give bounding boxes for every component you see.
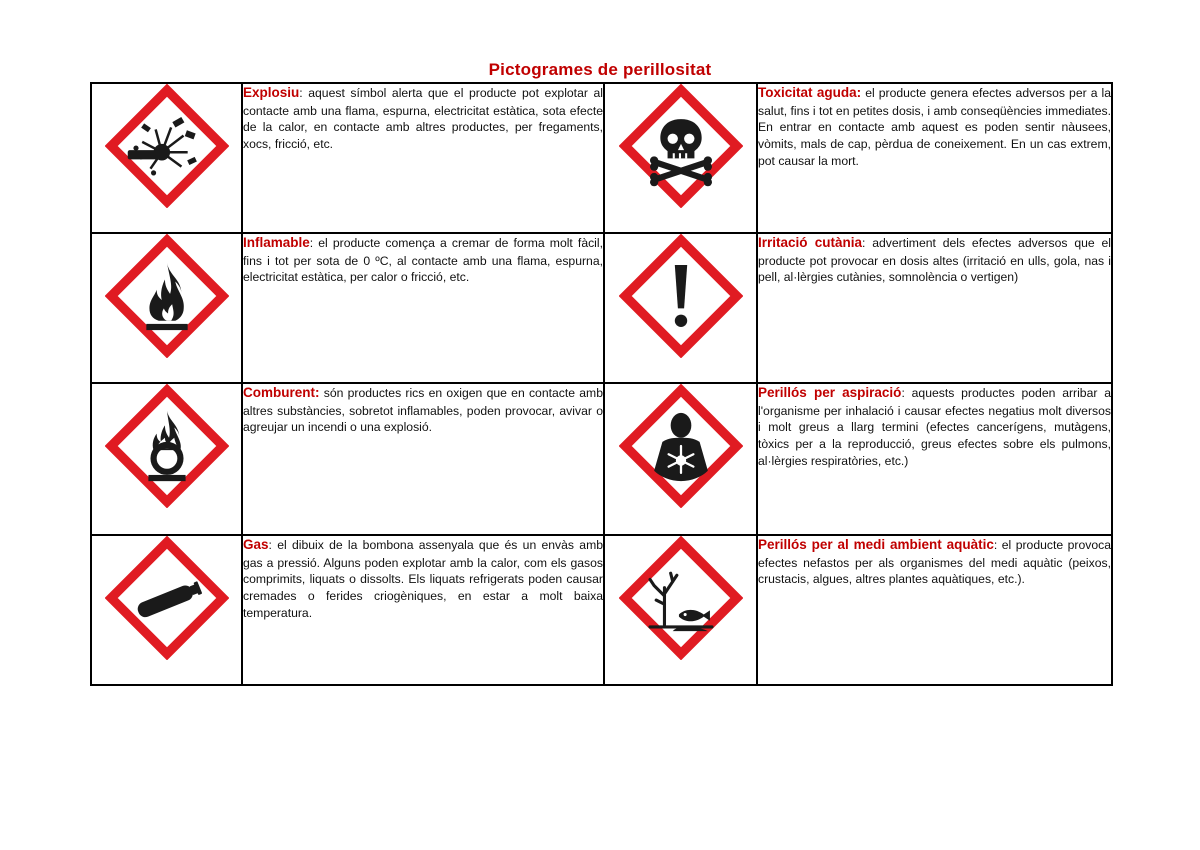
definition: el producte genera efectes adversos per a la salut, fins i tot en petites dosis, i amb conseqüències immediates. En entrar en contacte amb aquest es poden sentir nàusees, vòmits, mals de cap, pèrdua de coneixement. En un cas extrem, pot causar la mort. (758, 86, 1111, 169)
pictogram-description (757, 383, 1112, 535)
definition: el producte provoca efectes nefastos per als organismes del medi aquàtic (peixos, crustacis, algues, altres plantes aquàtiques, etc.). (758, 538, 1111, 587)
term: Inflamable (243, 235, 310, 250)
pictogram-description (242, 383, 604, 535)
term: Toxicitat aguda: (758, 85, 862, 100)
term: Irritació cutània (758, 235, 862, 250)
pictogram-cell (91, 535, 242, 685)
term: Perillós per al medi ambient aquàtic (758, 537, 994, 552)
flame-over-circle-icon (105, 384, 229, 508)
pictogram-cell (604, 535, 757, 685)
separator: : (309, 236, 314, 250)
definition: el dibuix de la bombona assenyala que és un envàs amb gas a pressió. Alguns poden explotar amb la calor, com els gasos comprimits, liquats o dissolts. Els liquats refrigerats poden causar cremades o ferides criogèniques, en estar a molt baixa temperatura. (243, 538, 603, 621)
pictogram-cell (91, 83, 242, 233)
page-title: Pictogrames de perillositat (488, 60, 712, 79)
separator: : (901, 386, 905, 400)
pictogram-cell (604, 233, 757, 383)
hazard-pictograms-table (90, 82, 1113, 686)
pictogram-cell (91, 233, 242, 383)
separator: : (993, 538, 998, 552)
pictogram-cell (91, 383, 242, 535)
term: Perillós per aspiració (758, 385, 902, 400)
pictogram-description (757, 233, 1112, 383)
pictogram-description (757, 535, 1112, 685)
definition: advertiment dels efectes adversos que el producte pot provocar en dosis altes (irritació en ulls, gola, nas i pell, al·lèrgies cutànies, somnolència o vertigen) (758, 236, 1111, 285)
separator: : (299, 86, 303, 100)
gas-cylinder-icon (105, 536, 229, 660)
pictogram-description (757, 83, 1112, 233)
flame-icon (105, 234, 229, 358)
pictogram-description (242, 83, 604, 233)
term: Comburent: (243, 385, 320, 400)
pictogram-description (242, 535, 604, 685)
definition: aquest símbol alerta que el producte pot explotar al contacte amb una flama, espurna, electricitat estàtica, sota efecte de la calor, en contacte amb altres productes, per fregaments, xocs, fricció, etc. (243, 86, 603, 152)
pictogram-cell (604, 383, 757, 535)
separator: : (268, 538, 272, 552)
definition: aquests productes poden arribar a l'organisme per inhalació i causar efectes negatius molt diversos i molt greus a llarg termini (efectes cancerígens, mutàgens, tòxics per a la reproducció, greus efectes sobre els pulmons, al·lèrgies respiratòries, etc.) (758, 386, 1112, 469)
health-hazard-icon (619, 384, 743, 508)
pictogram-description (242, 233, 604, 383)
definition: són productes rics en oxigen que en contacte amb altres substàncies, sobretot inflamables, poden provocar, avivar o agreujar un incendi o una explosió. (243, 386, 603, 435)
skull-crossbones-icon (619, 84, 743, 208)
environment-icon (619, 536, 743, 660)
separator: : (861, 236, 866, 250)
term: Gas (243, 537, 269, 552)
exclamation-icon (619, 234, 743, 358)
pictogram-cell (604, 83, 757, 233)
definition: el producte comença a cremar de forma molt fàcil, fins i tot per sota de 0 ºC, al contacte amb una flama, espurna, electricitat estàtica, per calor o fricció, etc. (243, 236, 603, 285)
term: Explosiu (243, 85, 300, 100)
explosive-icon (105, 84, 229, 208)
